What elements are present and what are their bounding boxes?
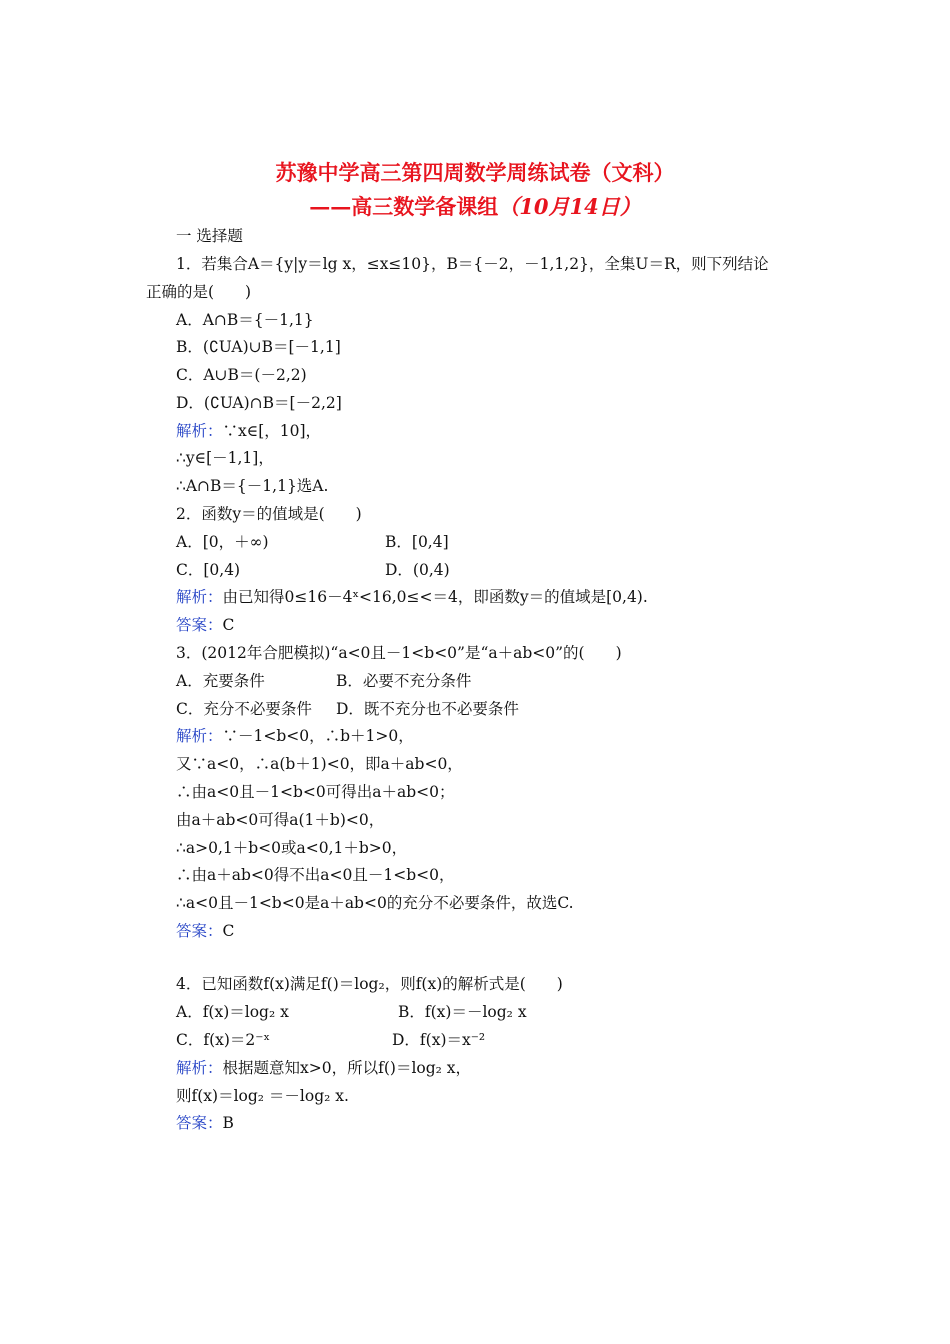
analysis-label: 解析：: [176, 1059, 223, 1077]
q1-analysis: 解析：∵x∈[，10]，: [176, 422, 322, 440]
q3-answer: 答案：C: [176, 922, 235, 940]
q1-step-1: ∴y∈[－1,1]，: [176, 449, 274, 467]
q3-step-1: 又∵a<0，∴a(b＋1)<0，即a＋ab<0，: [176, 755, 463, 773]
q3-step-4: ∴a>0,1＋b<0或a<0,1＋b>0，: [176, 839, 408, 857]
q1-stem: 1．若集合A＝{y|y＝lg x，≤x≤10}，B＝{－2，－1,1,2}，全集U＝R，则下列结论: [176, 255, 769, 273]
q2-option-a: A．[0，＋∞): [176, 533, 269, 551]
answer-label: 答案：: [176, 616, 223, 634]
analysis-label: 解析：: [176, 588, 223, 606]
q2-option-d: D．(0,4): [385, 561, 450, 579]
q2-option-b: B．[0,4]: [385, 533, 449, 551]
subtitle-group: ——高三数学备课组: [309, 194, 499, 219]
q3-step-5: ∴由a＋ab<0得不出a<0且－1<b<0，: [176, 866, 455, 884]
analysis-label: 解析：: [176, 727, 223, 745]
q4-option-a: A．f(x)＝log₂ x: [176, 1003, 289, 1021]
q3-step-2: ∴由a<0且－1<b<0可得出a＋ab<0；: [176, 783, 455, 801]
q4-stem: 4．已知函数f(x)满足f()＝log₂，则f(x)的解析式是( ): [176, 975, 563, 993]
q4-option-d: D．f(x)＝x⁻²: [392, 1031, 486, 1049]
q1-option-d: D．(∁UA)∩B＝[－2,2]: [176, 394, 342, 412]
q4-step-1: 则f(x)＝log₂ ＝－log₂ x.: [176, 1087, 349, 1105]
q1-option-a: A．A∩B＝{－1,1}: [176, 311, 314, 329]
q4-answer: 答案：B: [176, 1114, 234, 1132]
exam-title: 苏豫中学高三第四周数学周练试卷（文科）: [275, 160, 675, 185]
q1-option-c: C．A∪B＝(－2,2): [176, 366, 307, 384]
q1-option-b: B．(∁UA)∪B＝[－1,1]: [176, 338, 341, 356]
q4-option-b: B．f(x)＝－log₂ x: [398, 1003, 527, 1021]
q3-option-c: C．充分不必要条件: [176, 700, 312, 718]
q3-analysis: 解析：∵－1<b<0，∴b＋1>0，: [176, 727, 414, 745]
q3-option-b: B．必要不充分条件: [336, 672, 472, 690]
q3-stem: 3．(2012年合肥模拟)“a<0且－1<b<0”是“a＋ab<0”的( ): [176, 644, 622, 662]
q3-options-ab: [176, 671, 776, 691]
answer-label: 答案：: [176, 922, 223, 940]
q4-analysis: 解析：根据题意知x>0，所以f()＝log₂ x，: [176, 1059, 472, 1077]
answer-label: 答案：: [176, 1114, 223, 1132]
q2-analysis: 解析：由已知得0≤16－4ˣ<16,0≤<＝4，即函数y＝的值域是[0,4).: [176, 588, 648, 606]
q2-option-c: C．[0,4): [176, 561, 241, 579]
q2-stem: 2．函数y＝的值域是( ): [176, 505, 362, 523]
q3-options-cd: [176, 699, 776, 719]
exam-subtitle: [0, 191, 950, 221]
q1-stem-cont: 正确的是( ): [146, 283, 252, 301]
q4-option-c: C．f(x)＝2⁻ˣ: [176, 1031, 271, 1049]
q3-option-a: A．充要条件: [176, 672, 265, 690]
q2-options-ab: [176, 532, 776, 552]
q2-answer: 答案：C: [176, 616, 235, 634]
analysis-label: 解析：: [176, 422, 223, 440]
q4-options-ab: [176, 1002, 776, 1022]
q3-option-d: D．既不充分也不必要条件: [336, 700, 519, 718]
q4-options-cd: [176, 1030, 776, 1050]
q1-step-2: ∴A∩B＝{－1,1}选A.: [176, 477, 329, 495]
q2-options-cd: [176, 560, 776, 580]
section-heading: 一 选择题: [176, 227, 243, 245]
q3-step-6: ∴a<0且－1<b<0是a＋ab<0的充分不必要条件，故选C.: [176, 894, 574, 912]
subtitle-date: （10月14日）: [498, 194, 641, 219]
q3-step-3: 由a＋ab<0可得a(1＋b)<0，: [176, 811, 385, 829]
